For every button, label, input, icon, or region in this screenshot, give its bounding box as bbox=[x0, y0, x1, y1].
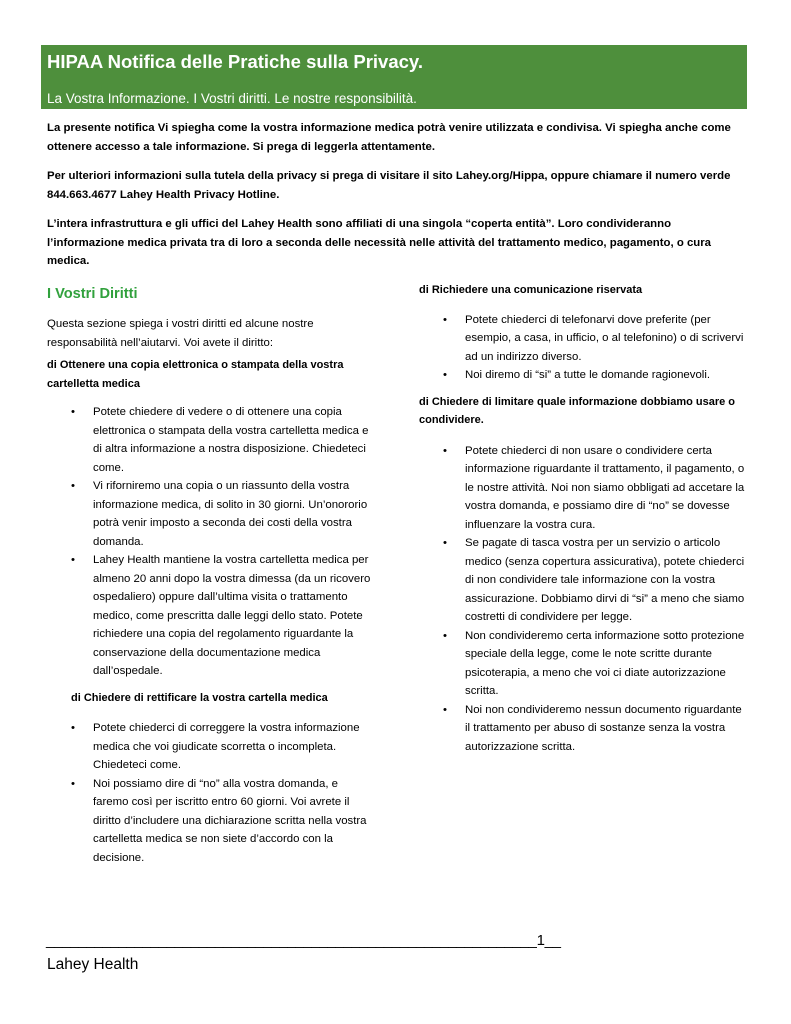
bullet-icon: • bbox=[71, 777, 75, 790]
list-item: • Vi riforniremo una copia o un riassunto della vostra informazione medica, di solito in 30 giorni. Un’onororio potrà venir imposto a seconda dei costi della vostra domanda. bbox=[47, 477, 372, 551]
bullet-list-confidential-communication bbox=[419, 311, 749, 385]
subheading-confidential-communication: di Richiedere una comunicazione riservata bbox=[419, 284, 643, 296]
subheading-limit-sharing: di Chiedere di limitare quale informazione dobbiamo usare o condividere. bbox=[419, 395, 736, 426]
bullet-icon: • bbox=[71, 554, 75, 566]
list-item: • Potete chiederci di non usare o condividere certa informazione riguardante il trattamento, il pagamento, o le nostre attività. Noi non siamo obbligati ad accetare la vostra domanda, e possiamo dire di “no” se dovesse influenzare la vostra cura. bbox=[419, 442, 749, 535]
document-subtitle: La Vostra Informazione. I Vostri diritti. Le nostre responsibilità. bbox=[47, 91, 417, 106]
list-item: • Non condivideremo certa informazione sotto protezione speciale della legge, come le note scritte durante psicoterapia, a meno che voi ci diate autorizzazione scritta. bbox=[419, 627, 749, 701]
intro-paragraph-3: L’intera infrastruttura e gli uffici del Lahey Health sono affiliati di una singola “coperta entità”. Loro condivideranno l’informazione medica privata tra di loro a seconda delle necessità nelle attività del trattamento medico, pagamento, o cura medica. bbox=[47, 218, 712, 267]
subheading-obtain-copy: di Ottenere una copia elettronica o stampata della vostra cartelletta medica bbox=[47, 359, 344, 390]
bullet-icon: • bbox=[71, 722, 75, 734]
document-title: HIPAA Notifica delle Pratiche sulla Privacy. bbox=[47, 51, 423, 72]
bullet-list-correct-record bbox=[47, 719, 372, 867]
title-banner bbox=[41, 45, 747, 109]
left-column bbox=[47, 284, 372, 867]
list-item: • Potete chiederci di telefonarvi dove preferite (per esempio, a casa, in ufficio, o al telefonino) o di scrivervi ad un indirizzo diverso. bbox=[419, 311, 749, 367]
list-item: • Potete chiedere di vedere o di ottenere una copia elettronica o stampata della vostra cartelletta medica e di altra informazione a nostra disposizione. Chiedeteci come. bbox=[47, 403, 372, 477]
subheading-correct-record: di Chiedere di rettificare la vostra cartella medica bbox=[71, 691, 328, 704]
section-intro: Questa sezione spiega i vostri diritti ed alcune nostre responsabilità nell’aiutarvi. Voi avete il diritto: bbox=[47, 318, 314, 349]
list-item: • Lahey Health mantiene la vostra cartelletta medica per almeno 20 anni dopo la vostra dimessa (da un ricovero ospedaliero) oppure dall’ultima visita o trattamento medico, come prescritta dalle leggi dello stato. Potete richiedere una copia del regolamento riguardante la conservazione della documentazione medica dall’ospedale. bbox=[47, 551, 372, 681]
bullet-icon: • bbox=[443, 444, 447, 457]
intro-paragraph-1: La presente notifica Vi spiegha come la vostra informazione medica potrà venire utilizzata e condivisa. Vi spiegha anche come ottenere accesso a tale informazione. Si prega di leggerla attentamente. bbox=[47, 122, 731, 153]
bullet-list-limit-sharing bbox=[419, 442, 749, 757]
section-title-rights: I Vostri Diritti bbox=[47, 286, 138, 302]
intro-paragraph-2: Per ulteriori informazioni sulla tutela della privacy si prega di visitare il sito Lahey.org/Hippa, oppure chiamare il numero verde 844.663.4677 Lahey Health Privacy Hotline. bbox=[47, 170, 731, 201]
list-item: • Noi non condivideremo nessun documento riguardante il trattamento per abuso di sostanze senza la vostra autorizzazione scritta. bbox=[419, 701, 749, 757]
list-item: • Noi diremo di “si” a tutte le domande ragionevoli. bbox=[419, 366, 749, 385]
bullet-list-obtain-copy bbox=[47, 403, 372, 681]
bullet-icon: • bbox=[443, 629, 447, 642]
bullet-icon: • bbox=[71, 480, 75, 492]
list-item: • Se pagate di tasca vostra per un servizio o articolo medico (senza copertura assicurativa), potete chiederci di non condividere tale informazione con la vostra assicurazione. Dobbiamo dirvi di “si” a meno che siamo costretti di condividere per legge. bbox=[419, 534, 749, 627]
list-item: • Potete chiederci di correggere la vostra informazione medica che voi giudicate scorretta o incompleta. Chiedeteci come. bbox=[47, 719, 372, 775]
list-item: • Noi possiamo dire di “no” alla vostra domanda, e faremo così per iscritto entro 60 giorni. Voi avrete il diritto d’includere una dichiarazione scritta nella vostra cartelletta medica se non siete d’accordo con la decisione. bbox=[47, 775, 372, 868]
footer-brand: Lahey Health bbox=[47, 956, 139, 973]
footer-page-number-line: _____________________________________________________________1__ bbox=[46, 932, 561, 949]
bullet-icon: • bbox=[71, 406, 75, 418]
right-column bbox=[419, 281, 749, 756]
bullet-icon: • bbox=[443, 537, 447, 549]
bullet-icon: • bbox=[443, 703, 447, 716]
bullet-icon: • bbox=[443, 369, 447, 381]
bullet-icon: • bbox=[443, 313, 447, 326]
